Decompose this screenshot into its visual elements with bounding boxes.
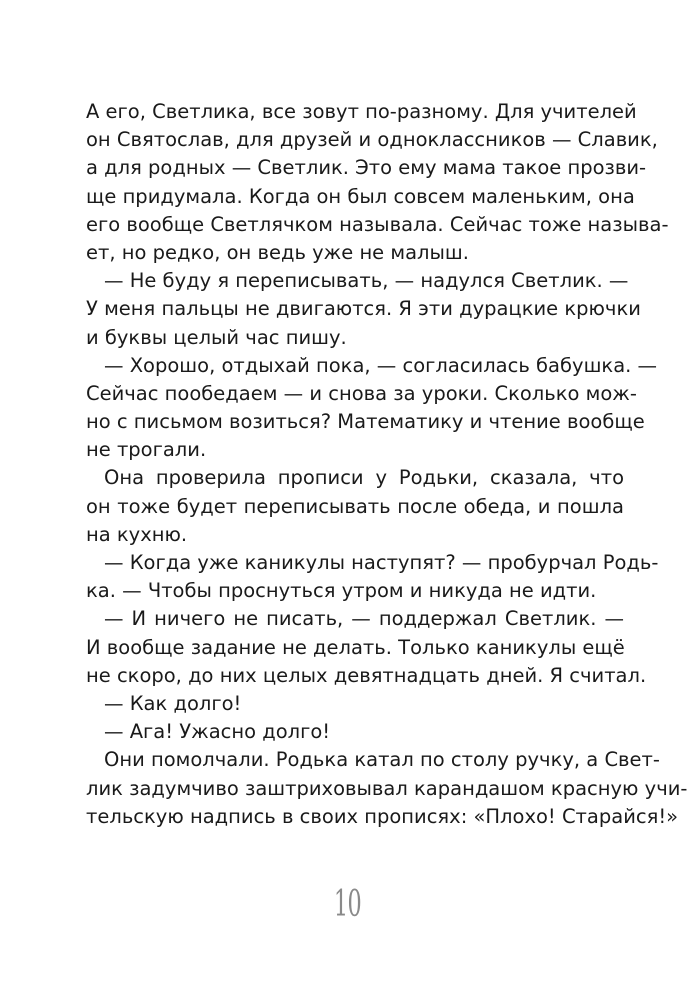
text-line: он тоже будет переписывать после обеда, и пошла bbox=[86, 494, 624, 518]
text-line: ще придумала. Когда он был совсем маленьким, она bbox=[86, 184, 635, 208]
text-line: тельскую надпись в своих прописях: «Плохо! Старайся!» bbox=[86, 804, 679, 828]
text-line: ет, но редко, он ведь уже не малыш. bbox=[86, 240, 469, 264]
text-line: И вообще задание не делать. Только каникулы ещё bbox=[86, 635, 625, 659]
text-line: и буквы целый час пишу. bbox=[86, 325, 347, 349]
text-line: Она проверила прописи у Родьки, сказала, что bbox=[104, 466, 624, 490]
text-line: он Святослав, для друзей и одноклассников — Славик, bbox=[86, 128, 658, 152]
body-text bbox=[86, 98, 688, 831]
text-line: на кухню. bbox=[86, 522, 188, 546]
text-line: а для родных — Светлик. Это ему мама такое прозви- bbox=[86, 156, 647, 180]
text-line: — И ничего не писать, — поддержал Светлик. — bbox=[104, 607, 624, 631]
text-line: Сейчас пообедаем — и снова за уроки. Сколько мож- bbox=[86, 381, 637, 405]
text-line: его вообще Светлячком называла. Сейчас тоже называ- bbox=[86, 212, 669, 236]
text-line: — Когда уже каникулы наступят? — пробурчал Родь- bbox=[104, 551, 659, 574]
text-line: — Как долго! bbox=[104, 691, 242, 715]
text-line: не скоро, до них целых девятнадцать дней. Я считал. bbox=[86, 663, 647, 687]
text-line: лик задумчиво заштриховывал карандашом красную учи- bbox=[86, 776, 688, 800]
text-line: — Не буду я переписывать, — надулся Светлик. — bbox=[104, 269, 629, 293]
text-line: А его, Светлика, все зовут по-разному. Для учителей bbox=[86, 100, 637, 123]
text-line: не трогали. bbox=[86, 438, 207, 462]
text-line: но с письмом возиться? Математику и чтение вообще bbox=[86, 410, 645, 434]
page-number: 10 bbox=[333, 884, 362, 925]
text-line: — Хорошо, отдыхай пока, — согласилась бабушка. — bbox=[104, 353, 658, 377]
text-line: — Ага! Ужасно долго! bbox=[104, 720, 331, 744]
text-line: Они помолчали. Родька катал по столу ручку, а Свет- bbox=[104, 748, 660, 772]
text-line: У меня пальцы не двигаются. Я эти дурацкие крючки bbox=[86, 297, 641, 321]
text-line: ка. — Чтобы проснуться утром и никуда не идти. bbox=[86, 579, 597, 603]
